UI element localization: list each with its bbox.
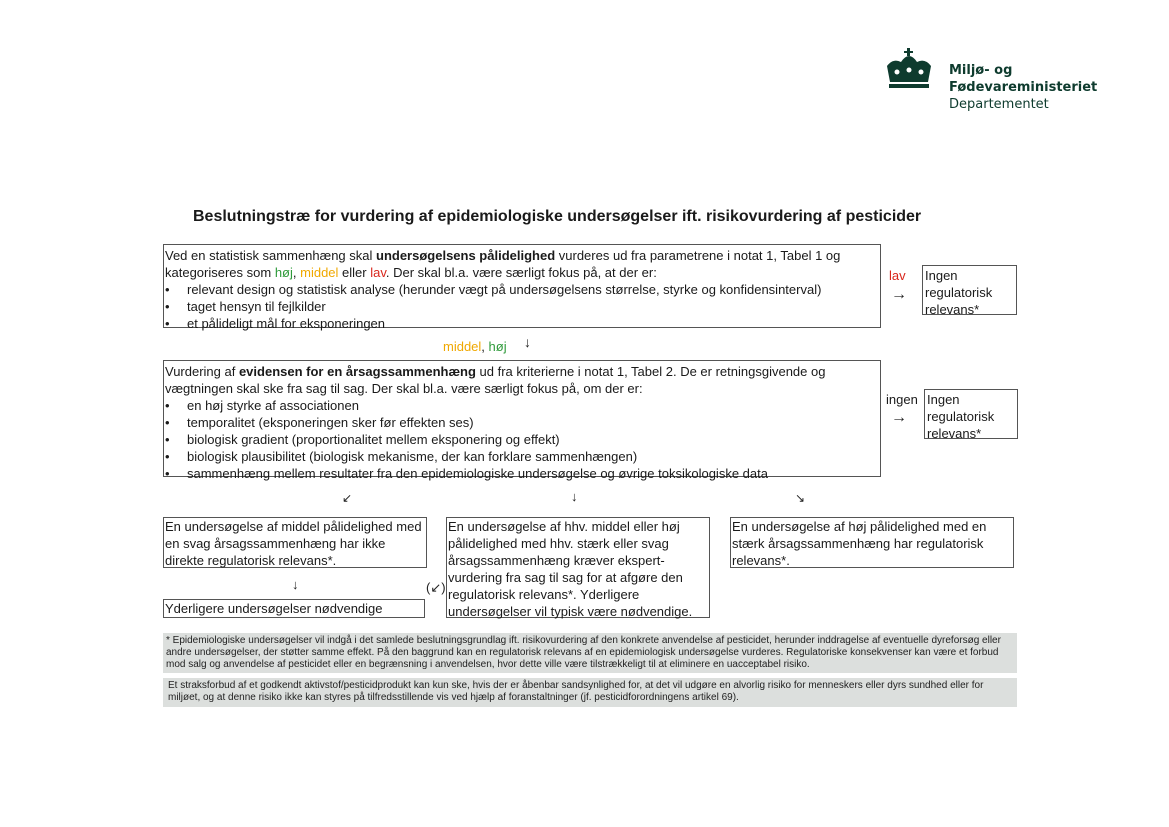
right-arrow-icon: →	[891, 286, 907, 303]
outcome-box-no-direct-relevance: En undersøgelse af middel pålidelighed med en svag årsagssammenhæng har ikke direkte regulatorisk relevans*.	[163, 517, 427, 568]
no-relevance-box-1: Ingen regulatorisk relevans*	[922, 265, 1017, 315]
hoj-label: høj	[274, 265, 293, 280]
list-item: • sammenhæng mellem resultater fra den epidemiologiske undersøgelse og øvrige toksikologiske data	[165, 465, 879, 482]
ingen-branch-label: ingen	[886, 392, 918, 407]
list-item: • biologisk gradient (proportionalitet mellem eksponering og effekt)	[165, 431, 879, 448]
no-relevance-box-2: Ingen regulatorisk relevans*	[924, 389, 1018, 439]
ministry-name	[949, 62, 1097, 113]
logo-line-1: Miljø- og	[949, 63, 1013, 78]
paren-down-left-arrow-icon: (↙)	[426, 580, 446, 595]
list-item: • temporalitet (eksponeringen sker før effekten ses)	[165, 414, 879, 431]
list-item: • taget hensyn til fejlkilder	[165, 298, 879, 315]
middel-hoj-branch-label: middel, høj	[443, 339, 507, 354]
footnote-immediate-ban: Et straksforbud af et godkendt aktivstof/pesticidprodukt kan kun ske, hvis der er åbenbar sandsynlighed for, at det vil udgøre en alvorlig risiko for menneskers eller dyrs sundhed eller for miljøet, og at denne risiko ikke kan styres på tilfredsstillende vis ved hjælp af foranstaltninger (jf. pesticidforordningens artikel 69).	[163, 678, 1017, 707]
causality-intro: Vurdering af evidensen for en årsagssammenhæng ud fra kriterierne i notat 1, Tabel 2. De er retningsgivende og vægtningen skal ske fra sag til sag. Der skal bl.a. være særligt fokus på, om der er:	[165, 364, 826, 396]
down-left-arrow-icon: ↙	[342, 491, 353, 505]
logo-line-2: Fødevareministeriet	[949, 80, 1098, 95]
list-item: • et pålideligt mål for eksponeringen	[165, 315, 879, 332]
outcome-box-expert-assessment: En undersøgelse af hhv. middel eller høj pålidelighed med hhv. stærk eller svag årsagssammenhæng kræver ekspert-vurdering fra sag til sag for at afgøre den regulatorisk relevans*. Yderligere undersøgelser vil typisk være nødvendige.	[446, 517, 710, 618]
down-arrow-icon: ↓	[292, 577, 299, 592]
middel-label: middel	[300, 265, 339, 280]
reliability-box	[163, 244, 881, 331]
down-arrow-icon: ↓	[524, 334, 531, 350]
footnote-regulatory: * Epidemiologiske undersøgelser vil indgå i det samlede beslutningsgrundlag ift. risikovurdering af den konkrete anvendelse af pesticidet, herunder inddragelse af eventuelle dyreforsøg eller andre undersøgelser, der støtter samme effekt. På den baggrund kan en regulatorisk relevans af en epidemiologisk undersøgelse vurderes. Regulatoriske konsekvenser kan være et forbud mod salg og anvendelse af pesticidet eller en begrænsning i anvendelsen, hvor dette ville være tilstrækkeligt til at eliminere en uacceptabel risiko.	[163, 633, 1017, 673]
list-item: • en høj styrke af associationen	[165, 397, 879, 414]
down-arrow-icon: ↓	[571, 489, 578, 504]
ministry-logo	[883, 48, 935, 94]
outcome-box-regulatory-relevance: En undersøgelse af høj pålidelighed med en stærk årsagssammenhæng har regulatorisk relevans*.	[730, 517, 1014, 568]
crown-icon	[883, 48, 935, 94]
causality-criteria-list	[165, 397, 879, 482]
list-item: • biologisk plausibilitet (biologisk mekanisme, der kan forklare sammenhængen)	[165, 448, 879, 465]
logo-line-3: Departementet	[949, 97, 1049, 112]
causality-box	[163, 360, 881, 481]
further-studies-box: Yderligere undersøgelser nødvendige	[163, 599, 425, 618]
reliability-intro: Ved en statistisk sammenhæng skal undersøgelsens pålidelighed vurderes ud fra parametrene i notat 1, Tabel 1 og kategoriseres som høj, middel eller lav. Der skal bl.a. være særligt fokus på, at der er:	[165, 248, 841, 280]
lav-branch-label: lav	[889, 268, 906, 283]
right-arrow-icon: →	[891, 409, 907, 426]
reliability-criteria-list	[165, 281, 879, 332]
lav-label: lav	[370, 265, 386, 280]
down-right-arrow-icon: ↘	[795, 491, 806, 505]
page-title: Beslutningstræ for vurdering af epidemiologiske undersøgelser ift. risikovurdering af pesticider	[193, 208, 922, 225]
list-item: • relevant design og statistisk analyse (herunder vægt på undersøgelsens størrelse, styrke og konfidensinterval)	[165, 281, 879, 298]
